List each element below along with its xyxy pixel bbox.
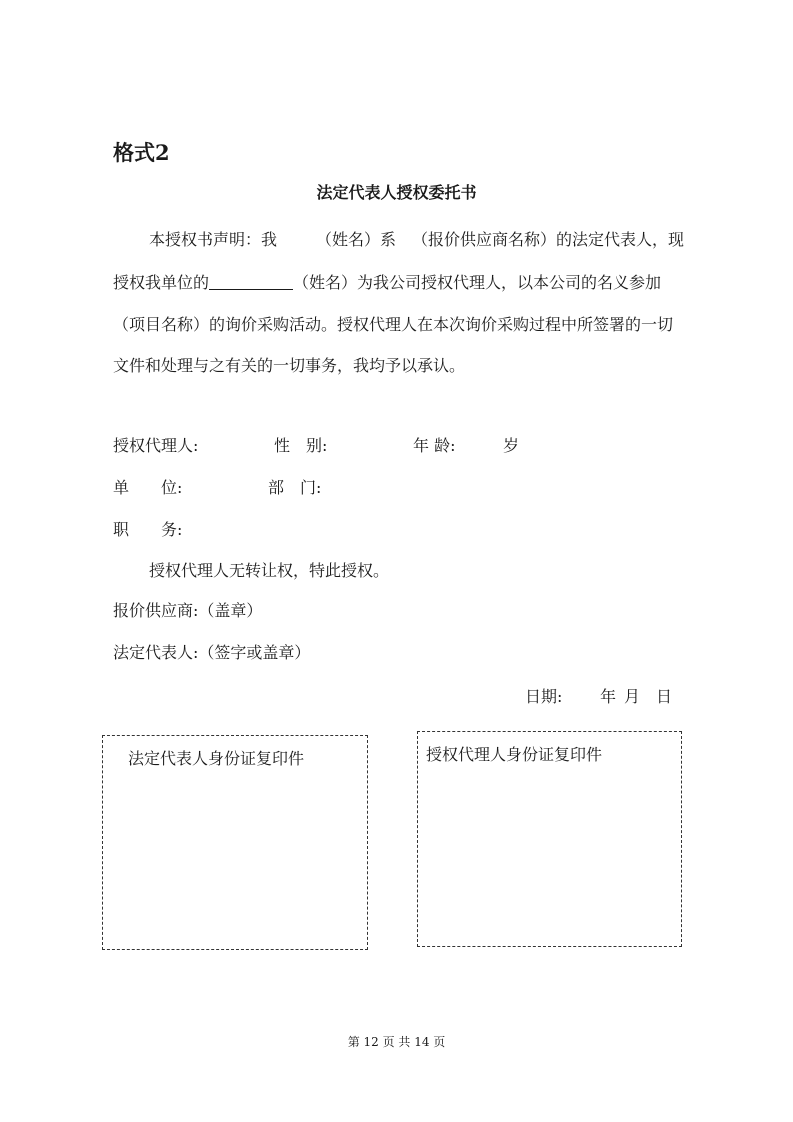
age-label: 年 龄: bbox=[413, 436, 456, 455]
paragraph-line-2 bbox=[113, 270, 661, 293]
unit-label: 单 位: bbox=[113, 478, 183, 497]
no-transfer-statement: 授权代理人无转让权，特此授权。 bbox=[149, 561, 390, 580]
date-day: 日 bbox=[656, 687, 673, 706]
agent-id-copy-label: 授权代理人身份证复印件 bbox=[426, 745, 603, 764]
paragraph-line-2a: 授权我单位的 bbox=[113, 273, 210, 292]
paragraph-line-4: 文件和处理与之有关的一切事务，我均予以承认。 bbox=[113, 356, 466, 375]
legal-rep-id-copy-box bbox=[102, 735, 368, 950]
gender-label: 性 别: bbox=[274, 436, 328, 455]
age-unit: 岁 bbox=[503, 436, 520, 455]
legal-rep-id-copy-label: 法定代表人身份证复印件 bbox=[128, 749, 305, 768]
legal-rep-signature-line: 法定代表人:（签字或盖章） bbox=[113, 643, 311, 662]
paragraph-line-2b: （姓名）为我公司授权代理人，以本公司的名义参加 bbox=[293, 273, 662, 292]
document-title: 法定代表人授权委托书 bbox=[316, 183, 477, 202]
date-year: 年 bbox=[600, 687, 617, 706]
format-heading: 格式2 bbox=[113, 140, 170, 165]
date-month: 月 bbox=[624, 687, 641, 706]
agent-label: 授权代理人: bbox=[113, 436, 199, 455]
date-label: 日期: bbox=[525, 687, 563, 706]
position-label: 职 务: bbox=[113, 520, 183, 539]
page-footer: 第 12 页 共 14 页 bbox=[347, 1035, 446, 1049]
paragraph-line-3: （项目名称）的询价采购活动。授权代理人在本次询价采购过程中所签署的一切 bbox=[113, 315, 674, 334]
name-blank-line bbox=[209, 275, 293, 290]
agent-id-copy-box bbox=[417, 731, 682, 947]
paragraph-line-1c: （报价供应商名称）的法定代表人，现 bbox=[412, 230, 685, 249]
paragraph-line-1b: （姓名）系 bbox=[316, 230, 397, 249]
supplier-seal-line: 报价供应商:（盖章） bbox=[113, 601, 263, 620]
department-label: 部 门: bbox=[268, 478, 322, 497]
paragraph-line-1a: 本授权书声明：我 bbox=[149, 230, 278, 249]
